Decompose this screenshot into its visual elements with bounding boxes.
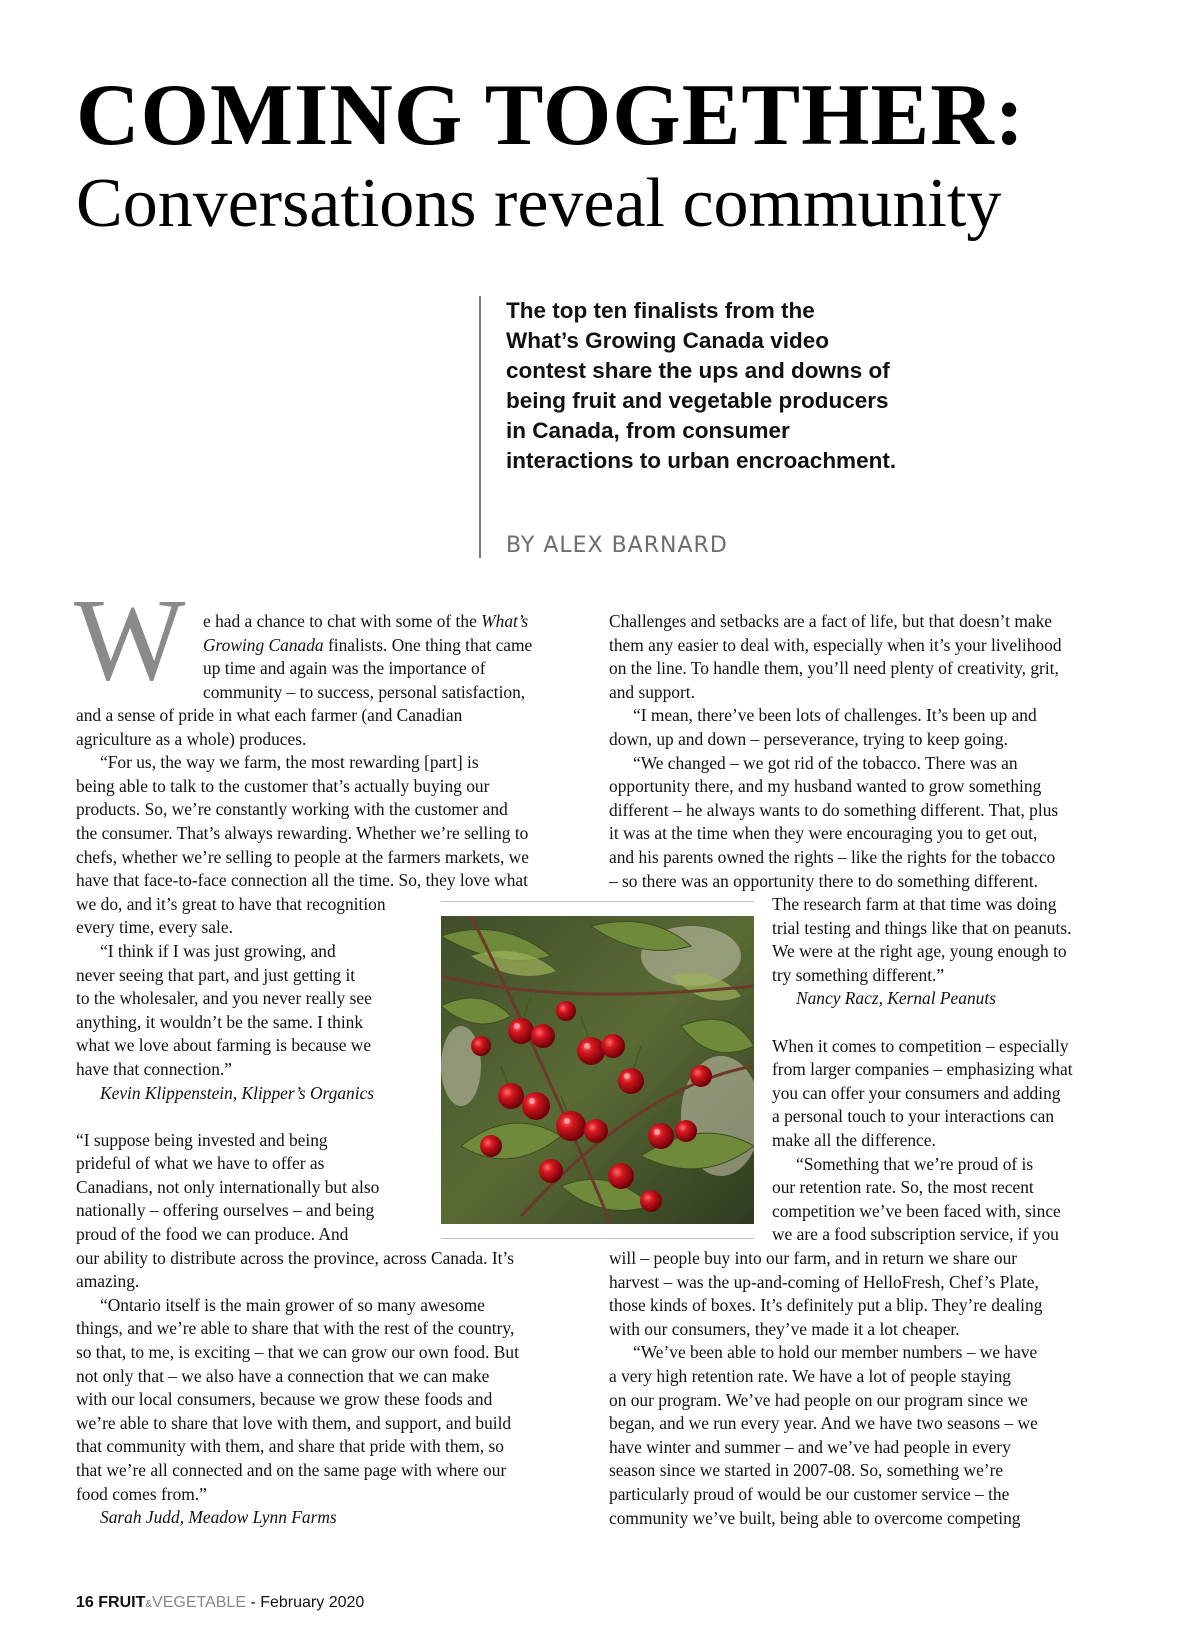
attribution: Sarah Judd, Meadow Lynn Farms (100, 1507, 337, 1528)
text-line: with our consumers, they’ve made it a lot cheaper. (609, 1318, 960, 1339)
text-line: not only that – we also have a connection that we can make (76, 1365, 490, 1386)
text-line: we do, and it’s great to have that recognition (76, 893, 386, 914)
text-line: to the wholesaler, and you never really see (76, 988, 372, 1009)
byline: BY ALEX BARNARD (506, 533, 728, 558)
text-line: have that face-to-face connection all the time. So, they love what (76, 870, 528, 891)
attribution: Kevin Klippenstein, Klipper’s Organics (100, 1082, 375, 1103)
text-line: Challenges and setbacks are a fact of life, but that doesn’t make (609, 611, 1052, 631)
text-line: that we’re all connected and on the same page with where our (76, 1460, 507, 1480)
text-line: different – he always wants to do something different. That, plus (609, 799, 1059, 820)
text-line: “For us, the way we farm, the most rewarding [part] is (100, 752, 479, 773)
right-column-top (609, 610, 1062, 893)
text-line: our ability to distribute across the province, across Canada. It’s (76, 1247, 515, 1268)
text-line: agriculture as a whole) produces. (76, 728, 307, 749)
footer-separator: - (246, 1594, 261, 1611)
text-line: with our local consumers, because we grow these foods and (76, 1389, 493, 1410)
text-line: anything, it wouldn’t be the same. I think (76, 1011, 364, 1032)
text-line: and a sense of pride in what each farmer (and Canadian (76, 705, 463, 725)
text-line: being able to talk to the customer that’s actually buying our (76, 775, 490, 796)
text-line: The research farm at that time was doing (772, 894, 1057, 914)
photo-frame (441, 901, 754, 1239)
text-line: began, and we run every year. And we have two seasons – we (609, 1413, 1038, 1434)
text-line: “We’ve been able to hold our member numbers – we have (633, 1342, 1038, 1363)
text-line: When it comes to competition – especially (772, 1035, 1069, 1056)
text-line: those kinds of boxes. It’s definitely put a blip. They’re dealing (609, 1295, 1043, 1316)
deck-line: being fruit and vegetable producers (506, 388, 889, 413)
text-line: every time, every sale. (76, 917, 233, 938)
text-line: “We changed – we got rid of the tobacco. There was an (633, 752, 1018, 773)
deck-block (479, 296, 941, 558)
text-line: community – to success, personal satisfaction, (203, 681, 526, 702)
issue-date: February 2020 (260, 1594, 365, 1611)
text-line: the consumer. That’s always rewarding. Whether we’re selling to (76, 822, 529, 843)
text-line: Canadians, not only internationally but also (76, 1176, 380, 1197)
text-line: opportunity there, and my husband wanted to grow something (609, 776, 1042, 797)
text-line: – so there was an opportunity there to do something different. (609, 870, 1039, 891)
text-line: trial testing and things like that on peanuts. (772, 917, 1072, 938)
text-line: will – people buy into our farm, and in return we share our (609, 1248, 1018, 1268)
text-line: our retention rate. So, the most recent (772, 1177, 1034, 1198)
text-line: food comes from.” (76, 1483, 207, 1504)
text-line: it was at the time when they were encouraging you to get out, (609, 823, 1038, 844)
text-line: up time and again was the importance of (203, 658, 486, 679)
attribution: Nancy Racz, Kernal Peanuts (796, 988, 996, 1009)
text-line: “Something that we’re proud of is (796, 1153, 1034, 1174)
text-line: on the line. To handle them, you’ll need plenty of creativity, grit, (609, 658, 1059, 679)
text-line: never seeing that part, and just getting it (76, 964, 356, 985)
text-line: a personal touch to your interactions can (772, 1106, 1055, 1127)
text-line: We were at the right age, young enough to (772, 941, 1067, 962)
right-column-bottom (609, 1247, 1042, 1530)
text-line: we are a food subscription service, if you (772, 1224, 1059, 1245)
text-line: “Ontario itself is the main grower of so many awesome (100, 1294, 485, 1315)
page-number: 16 (76, 1594, 94, 1611)
page-footer (76, 1593, 364, 1615)
text-line: harvest – was the up-and-coming of HelloFresh, Chef’s Plate, (609, 1271, 1039, 1292)
deck-text (506, 296, 936, 476)
magazine-name-amp: & (145, 1599, 153, 1610)
deck-line: What’s Growing Canada video (506, 328, 829, 353)
text-line: that community with them, and share that pride with them, so (76, 1436, 504, 1457)
text-line: products. So, we’re constantly working with the customer and (76, 799, 508, 820)
text-line: “I mean, there’ve been lots of challenges. It’s been up and (633, 705, 1037, 726)
text-line: season since we started in 2007-08. So, something we’re (609, 1460, 1004, 1481)
text-line: we’re able to share that love with them, and support, and build (76, 1412, 512, 1433)
deck-line: contest share the ups and downs of (506, 358, 890, 383)
text-line: particularly proud of would be our customer service – the (609, 1483, 1010, 1504)
text-line: community we’ve built, being able to overcome competing (609, 1507, 1021, 1528)
text-line: and support. (609, 681, 695, 702)
spacer-line (772, 1011, 1073, 1035)
intro-paragraph-wrapped (203, 610, 532, 704)
drop-cap: W (74, 574, 186, 705)
text-line: on our program. We’ve had people on our program since we (609, 1389, 1028, 1410)
text-line: competition we’ve been faced with, since (772, 1200, 1061, 1221)
text-line: have that connection.” (76, 1058, 232, 1079)
text-line: down, up and down – perseverance, trying to keep going. (609, 728, 1008, 749)
text-line: you can offer your consumers and adding (772, 1082, 1061, 1103)
cherries-photo (441, 916, 754, 1224)
text-line: have winter and summer – and we’ve had people in every (609, 1436, 1011, 1457)
text-line: things, and we’re able to share that with the rest of the country, (76, 1318, 515, 1339)
page-subtitle: Conversations reveal community (76, 165, 1002, 242)
page-title: COMING TOGETHER: (76, 67, 1026, 164)
deck-line: The top ten finalists from the (506, 298, 815, 323)
text-line: e had a chance to chat with some of the What’s (203, 611, 529, 631)
text-line: prideful of what we have to offer as (76, 1153, 325, 1174)
text-line: so that, to me, is exciting – that we can grow our own food. But (76, 1342, 519, 1363)
text-line: a very high retention rate. We have a lot of people staying (609, 1365, 1011, 1386)
deck-line: in Canada, from consumer (506, 418, 790, 443)
text-line: amazing. (76, 1271, 140, 1292)
text-line: make all the difference. (772, 1129, 936, 1150)
magazine-name-fruit: FRUIT (98, 1594, 146, 1611)
text-line: from larger companies – emphasizing what (772, 1059, 1073, 1080)
text-line: try something different.” (772, 964, 945, 985)
right-column-wrapped (772, 893, 1073, 1247)
text-line: Growing Canada finalists. One thing that came (203, 634, 533, 655)
text-line: “I think if I was just growing, and (100, 940, 336, 961)
text-line: proud of the food we can produce. And (76, 1224, 349, 1245)
text-line: them any easier to deal with, especially when it’s your livelihood (609, 634, 1062, 655)
text-line: what we love about farming is because we (76, 1035, 372, 1056)
deck-line: interactions to urban encroachment. (506, 448, 897, 473)
text-line: “I suppose being invested and being (76, 1129, 328, 1150)
text-line: nationally – offering ourselves – and being (76, 1200, 375, 1221)
text-line: chefs, whether we’re selling to people at the farmers markets, we (76, 846, 529, 867)
magazine-name-vegetable: VEGETABLE (152, 1594, 246, 1611)
text-line: and his parents owned the rights – like the rights for the tobacco (609, 846, 1056, 867)
